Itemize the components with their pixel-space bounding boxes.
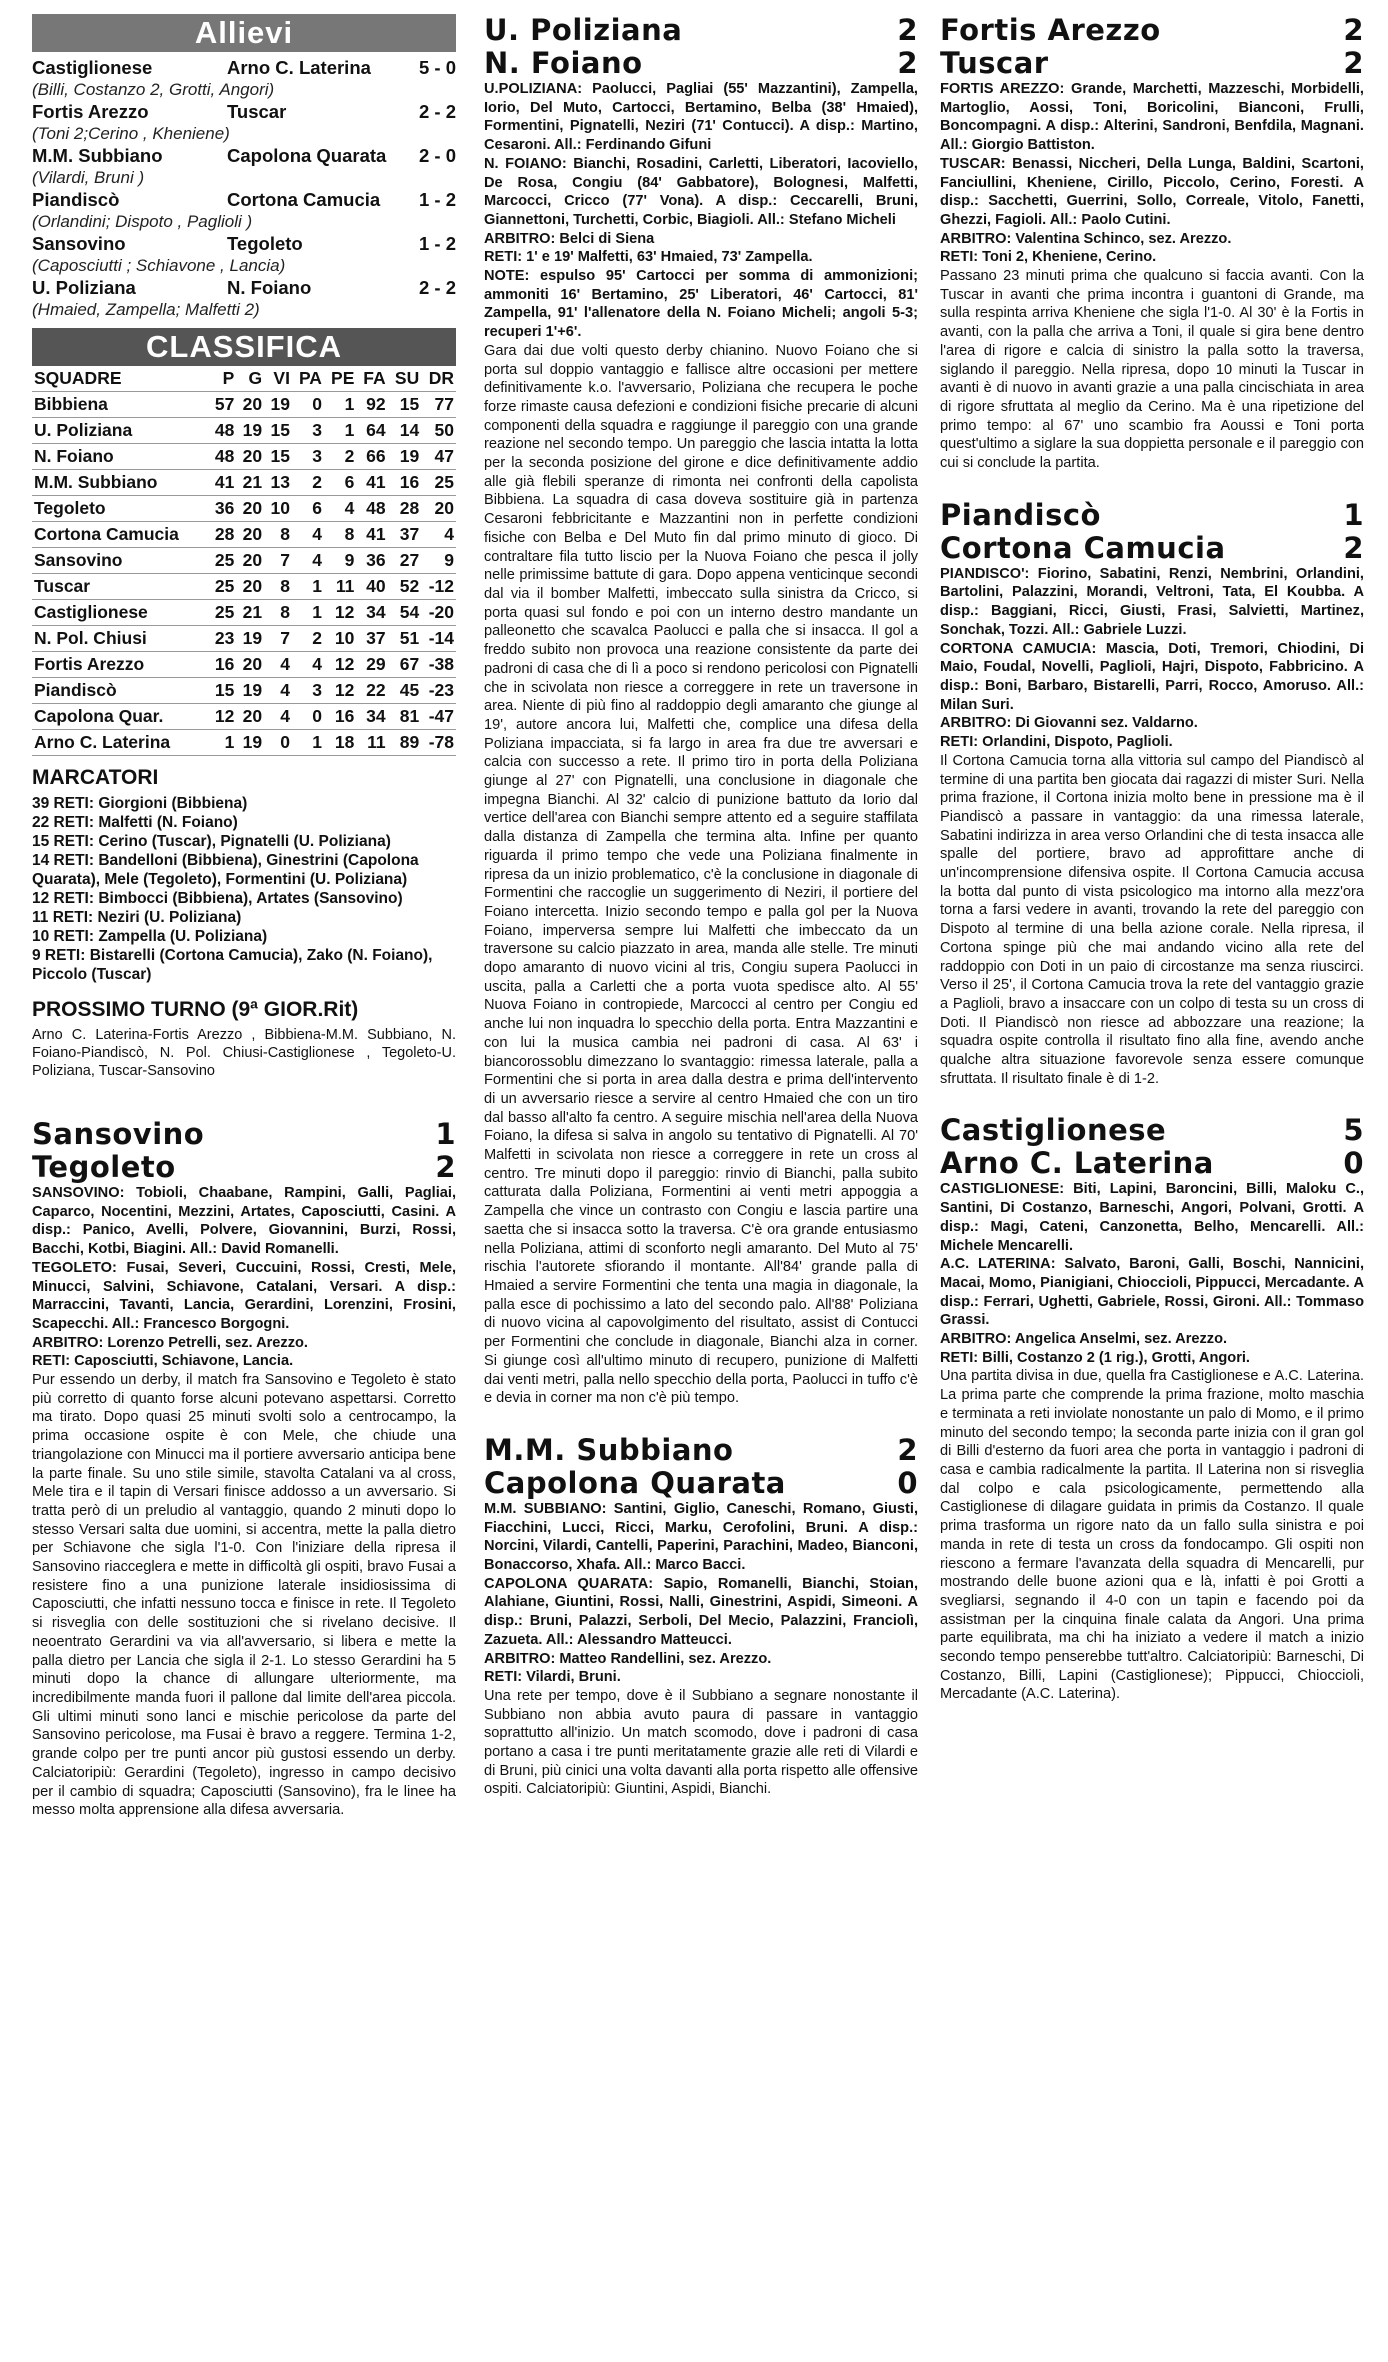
stat-cell: -20 (428, 602, 454, 622)
away-score: 0 (897, 1465, 918, 1500)
stat-cell: 9 (444, 550, 454, 570)
stat-cell: 0 (312, 706, 322, 726)
stat-cell: 41 (366, 472, 386, 492)
standings-row (32, 704, 456, 730)
stat-cell: 40 (366, 576, 386, 596)
stat-cell: 4 (344, 498, 355, 518)
stat-cell: 9 (344, 550, 355, 570)
stat-cell: 12 (334, 654, 355, 674)
stat-cell: 15 (270, 446, 290, 466)
stat-cell: -47 (428, 706, 454, 726)
away-team: Cortona Camucia (940, 530, 1226, 565)
allievi-header: Allievi (32, 14, 456, 52)
stat-cell: 36 (214, 498, 235, 518)
stat-cell: 0 (280, 732, 290, 752)
team-name: Piandiscò (34, 680, 117, 700)
result-home: M.M. Subbiano (32, 145, 163, 166)
match-subbiano (484, 1434, 918, 1799)
team-name: Tegoleto (34, 498, 106, 518)
stat-cell: 67 (399, 654, 420, 674)
stat-cell: 3 (312, 680, 322, 700)
standings-row (32, 600, 456, 626)
stat-cell: 16 (399, 472, 420, 492)
stat-cell: 37 (399, 524, 420, 544)
stat-cell: 29 (366, 654, 386, 674)
lineup-away: A.C. LATERINA: Salvato, Baroni, Galli, Boschi, Nannicini, Macai, Momo, Pianigiani, Chioccioli, Pippucci, Mercadante. A disp.: Ferrari, Ughetti, Gabriele, Rossi, Gironi. All.: Tommaso Grassi. (940, 1256, 1364, 1329)
result-score: 5 - 0 (418, 57, 456, 78)
stat-cell: 19 (242, 732, 263, 752)
standings-col-header: P (222, 368, 235, 388)
stat-cell: 20 (434, 498, 454, 518)
home-team: Castiglionese (940, 1113, 1167, 1148)
stat-cell: -14 (428, 628, 454, 648)
goals: RETI: Billi, Costanzo 2 (1 rig.), Grotti, Angori. (940, 1349, 1250, 1366)
match-piandisco (940, 499, 1364, 1089)
goals: RETI: Orlandini, Dispoto, Paglioli. (940, 734, 1173, 751)
scorer-line: 39 RETI: Giorgioni (Bibbiena) (32, 795, 248, 812)
marcatori-title: MARCATORI (32, 766, 159, 789)
standings-col-header: FA (363, 368, 386, 388)
stat-cell: 20 (242, 498, 263, 518)
home-score: 2 (1343, 13, 1364, 47)
away-team: Tuscar (940, 46, 1049, 80)
stat-cell: 8 (280, 576, 290, 596)
standings-row (32, 522, 456, 548)
match-away-row (484, 1467, 918, 1500)
stat-cell: 51 (399, 628, 420, 648)
match-report: Pur essendo un derby, il match fra Sansovino e Tegoleto è stato più corretto di quanto forse alcuni potevano aspettarsi. Corretto ma tirato. Dopo quasi 25 minuti svolti solo a centrocampo, la prima occasione ospite è con Mele, che chiude una triangolazione con Minucci ma il portiere avversario anticipa bene la parte finale. Su uno stile simile, stavolta Catalani va al cross, Mele tira e il tapin di Versari finisce addosso a un avversario. Si tratta però di un preludio al vantaggio, quando 2 minuti dopo lo stesso Versari salta due uomini, si accentra, mette la palla dietro per Schiavone che sigla l'1-0. Con l'iniziare della ripresa il Sansovino riacceglera e mette in difficoltà gli ospiti, bravo Fusai a resistere fino a una punizione laterale insidiosissima di Caposciutti, che infatti nessuno tocca e finisce in rete. Il Tegoleto si risveglia con delle sostituzioni che si rivelano decisive. Il neoentrato Gerardini va via all'avversario, si libera e mette la palla dietro per Lancia che sigla il 2-1. Lo stesso Gerardini ha 5 minuti dopo la chance di allungare ulteriormente, ma incredibilmente manda fuori il pallone dal limite dell'area piccola. Gli ultimi minuti sono lanci e mischie pericolose da parte del Sansovino pericolose, ma Fusai è bravo a reggere. Termina 1-2, grande colpo per tre punti ancor più gustosi essendo un derby. Calciatoripiù: Gerardini (Tegoleto), ingresso in campo decisivo per il cambio di squadra; Caposciutti (Sansovino), fra le linee ha messo molta apprensione alla difesa avversaria. (32, 1372, 456, 1819)
result-scorers: (Billi, Costanzo 2, Grotti, Angori) (32, 80, 275, 99)
stat-cell: 1 (224, 732, 235, 752)
lineup-home: PIANDISCO': Fiorino, Sabatini, Renzi, Nembrini, Orlandini, Bartolini, Palazzini, Morandi, Veltroni, Tata, El Koubba. A disp.: Baggiani, Ricci, Giusti, Frasi, Salvietti, Martinez, Sonchak, Tozzi. All.: Gabriele Luzzi. (940, 565, 1364, 638)
stat-cell: 81 (399, 706, 420, 726)
scorer-line: 15 RETI: Cerino (Tuscar), Pignatelli (U. Poliziana) (32, 833, 391, 850)
result-home: Fortis Arezzo (32, 101, 149, 122)
standings-row (32, 444, 456, 470)
team-name: Bibbiena (34, 394, 108, 414)
away-score: 2 (897, 46, 918, 80)
stat-cell: 7 (280, 628, 290, 648)
match-report: Una partita divisa in due, quella fra Castiglionese e A.C. Laterina. La prima parte che comprende la prima frazione, molto maschia e terminata a reti inviolate nonostante un palo di Momo, e il primo minuto del secondo tempo; la seconda parte inizia con il gran gol di Billi d'esterno da fuori area che porta in vantaggio i padroni di casa e cambia radicalmente la partita. Il Laterina non si risveglia dal colpo e cala psicologicamente, permettendo alla Castiglionese di dilagare guidata in primis da Costanzo. Il quale prima trasforma un rigore nato da un fallo sulla sinistra e poi manda in rete di testa un cross da fondocampo. Gli ospiti non riescono a fermare l'avanzata della squadra di Mencarelli, pur mostrando delle buone azioni qua e là, infatti è poi Grotti a svegliarsi, segnando il 4-0 con un tapin e facendo poi da assistman per la cinquina finale calata da Angori. Una prima parte equilibrata, ma chi ha iniziato a vedere il match a inizio secondo tempo penserebbe tutt'altro. Calciatoripiù: Barneschi, Di Costanzo, Billi, Lapini (Castiglionese); Pippucci, Chioccioli, Mercadante (A.C. Laterina). (940, 1368, 1364, 1703)
standings-col-header: PE (331, 368, 355, 388)
result-home: Castiglionese (32, 57, 153, 78)
stat-cell: 20 (242, 654, 263, 674)
stat-cell: 20 (242, 446, 263, 466)
lineup-home: FORTIS AREZZO: Grande, Marchetti, Mazzeschi, Morbidelli, Martoglio, Aossi, Toni, Boricolini, Bianconi, Frulli, Boncompagni. A disp.: Alterini, Sandroni, Benfdila, Magnani. All.: Giorgio Battiston. (940, 81, 1364, 154)
stat-cell: -78 (428, 732, 454, 752)
match-report: Una rete per tempo, dove è il Subbiano a segnare nonostante il Subbiano non abbia avuto paura di passare in vantaggio soprattutto all'inizio. Un match scomodo, dove i padroni di casa portano a casa i tre punti meritatamente grazie alle reti di Vilardi e di Bruni, più cinici una volta davanti alla porta rispetto alle offensive ospiti. Calciatoripiù: Giuntini, Aspidi, Bianchi. (484, 1687, 918, 1798)
stat-cell: 54 (399, 602, 420, 622)
stat-cell: 1 (344, 394, 355, 414)
standings-row (32, 392, 456, 418)
result-score: 1 - 2 (418, 189, 456, 210)
away-score: 0 (1343, 1146, 1364, 1181)
stat-cell: 16 (214, 654, 235, 674)
standings-row (32, 496, 456, 522)
standings-col-header: SQUADRE (34, 368, 122, 388)
stat-cell: 77 (434, 394, 454, 414)
team-name: U. Poliziana (34, 420, 133, 440)
stat-cell: 27 (399, 550, 420, 570)
result-scorers: (Vilardi, Bruni ) (32, 168, 145, 187)
scorer-line: 22 RETI: Malfetti (N. Foiano) (32, 814, 238, 831)
scorer-line: 12 RETI: Bimbocci (Bibbiena), Artates (Sansovino) (32, 890, 403, 907)
result-score: 1 - 2 (418, 233, 456, 254)
result-row (32, 56, 456, 79)
stat-cell: 6 (344, 472, 355, 492)
match-poliziana (484, 14, 918, 1408)
results-list (32, 56, 456, 320)
stat-cell: 20 (242, 394, 263, 414)
goals: RETI: 1' e 19' Malfetti, 63' Hmaied, 73' Zampella. (484, 249, 813, 266)
scorer-line: 14 RETI: Bandelloni (Bibbiena), Ginestrini (Capolona Quarata), Mele (Tegoleto), Formentini (U. Poliziana) (32, 852, 419, 888)
stat-cell: 16 (334, 706, 355, 726)
column-right (940, 14, 1364, 1704)
result-away: Arno C. Laterina (227, 57, 371, 78)
match-fortis (940, 14, 1364, 473)
result-scorers: (Hmaied, Zampella; Malfetti 2) (32, 300, 260, 319)
goals: RETI: Toni 2, Kheniene, Cerino. (940, 249, 1157, 266)
match-away-row (940, 1147, 1364, 1180)
stat-cell: 13 (270, 472, 290, 492)
stat-cell: 3 (312, 446, 322, 466)
standings-table (32, 366, 456, 756)
stat-cell: 66 (366, 446, 386, 466)
match-home-row (32, 1118, 456, 1151)
standings-row (32, 574, 456, 600)
match-report: Il Cortona Camucia torna alla vittoria sul campo del Piandiscò al termine di una partita ben giocata dai ragazzi di mister Suri. Nella prima frazione, il Cortona inizia molto bene in pressione ma è il Piandiscò a passare in vantaggio: da una rimessa laterale, Sabatini indirizza in area verso Orlandini che di testa insacca alle spalle del portiere, bravo ad approfittare anche di un'incomprensione difensiva ospite. Il Cortona Camucia accusa la botta dal punto di vista psicologico ma intorno alla mezz'ora torna a farsi vedere in avanti, trovando la rete del pareggio con Dispoto al termine di una bella azione corale. Nella ripresa, il Cortona spinge più che mai andando vicino alla rete del raddoppio con Doti in un paio di circostanze ma senza riuscirci. Verso il 25', il Cortona Camucia trova la rete del vantaggio grazie a Paglioli, bravo a insaccare con un colpo di testa su un cross di Doti. Il Piandiscò non riesce ad abbozzare una reazione; la squadra ospite controlla il risultato fino alla fine, avendo anche qualche altra situazione favorevole senza essere comunque sfruttata. Il risultato finale è di 1-2. (940, 752, 1364, 1087)
match-castiglionese (940, 1114, 1364, 1704)
stat-cell: 48 (366, 498, 386, 518)
stat-cell: 92 (366, 394, 386, 414)
result-away: Tegoleto (227, 233, 303, 254)
stat-cell: -38 (428, 654, 454, 674)
stat-cell: 10 (334, 628, 355, 648)
stat-cell: 25 (434, 472, 454, 492)
result-home: Piandiscò (32, 189, 120, 210)
away-score: 2 (1343, 46, 1364, 80)
stat-cell: 28 (214, 524, 235, 544)
away-team: Capolona Quarata (484, 1465, 786, 1500)
scorer-line: 9 RETI: Bistarelli (Cortona Camucia), Zako (N. Foiano), Piccolo (Tuscar) (32, 947, 433, 983)
home-team: M.M. Subbiano (484, 1432, 734, 1467)
result-scorers: (Orlandini; Dispoto , Paglioli ) (32, 212, 253, 231)
stat-cell: 18 (334, 732, 355, 752)
result-score: 2 - 0 (418, 145, 456, 166)
stat-cell: 20 (242, 524, 263, 544)
lineup-away: TEGOLETO: Fusai, Severi, Cuccuini, Rossi, Cresti, Mele, Minucci, Salvini, Schiavone, Catalani, Versari. A disp.: Marraccini, Tavanti, Lancia, Gerardini, Lorenzini, Frosini, Scapecchi. All.: Francesco Borgogni. (32, 1259, 456, 1332)
stat-cell: 15 (270, 420, 290, 440)
home-score: 2 (897, 13, 918, 47)
prossimo-turno-text: Arno C. Laterina-Fortis Arezzo , Bibbiena-M.M. Subbiano, N. Foiano-Piandiscò, N. Pol. Chiusi-Castiglionese , Tegoleto-U. Poliziana, Tuscar-Sansovino (32, 1027, 456, 1079)
result-home: Sansovino (32, 233, 126, 254)
stat-cell: 1 (312, 576, 322, 596)
result-row (32, 188, 456, 211)
stat-cell: 41 (214, 472, 235, 492)
match-home-row (940, 1114, 1364, 1147)
away-score: 2 (1343, 530, 1364, 565)
scorer-line: 10 RETI: Zampella (U. Poliziana) (32, 928, 268, 945)
home-score: 2 (897, 1432, 918, 1467)
home-score: 1 (1343, 497, 1364, 532)
match-away-row (484, 47, 918, 80)
result-score: 2 - 2 (418, 277, 456, 298)
match-home-row (484, 14, 918, 47)
result-score: 2 - 2 (418, 101, 456, 122)
stat-cell: 12 (334, 602, 355, 622)
standings-row (32, 730, 456, 756)
referee: ARBITRO: Belci di Siena (484, 230, 655, 247)
stat-cell: 1 (344, 420, 355, 440)
stat-cell: 47 (434, 446, 454, 466)
standings-header-row (32, 366, 456, 392)
team-name: Tuscar (34, 576, 91, 596)
home-team: Sansovino (32, 1117, 205, 1151)
team-name: Arno C. Laterina (34, 732, 171, 752)
stat-cell: 2 (312, 472, 322, 492)
stat-cell: 4 (280, 680, 290, 700)
stat-cell: 48 (214, 446, 235, 466)
column-middle (484, 14, 918, 1799)
result-away: Cortona Camucia (227, 189, 381, 210)
stat-cell: 20 (242, 550, 263, 570)
lineup-home: M.M. SUBBIANO: Santini, Giglio, Caneschi, Romano, Giusti, Fiacchini, Lucci, Ricci, Marku, Cerofolini, Bruni. A disp.: Norcini, Vilardi, Cantelli, Paperini, Parachini, Madeo, Bianconi, Bonaccorso, Xhafa. All.: Marco Bacci. (484, 1500, 918, 1574)
lineup-home: U.POLIZIANA: Paolucci, Pagliai (55' Mazzantini), Zampella, Iorio, Del Muto, Cartocci, Bertamino, Belba (38' Hmaied), Formentini, Pignatelli, Neziri (71' Contucci). A disp.: Martino, Cesaroni. All.: Ferdinando Gifuni (484, 81, 918, 154)
stat-cell: 1 (312, 602, 322, 622)
stat-cell: 12 (214, 706, 235, 726)
stat-cell: 10 (270, 498, 290, 518)
home-team: Fortis Arezzo (940, 13, 1161, 47)
referee: ARBITRO: Matteo Randellini, sez. Arezzo. (484, 1650, 772, 1667)
stat-cell: 14 (399, 420, 420, 440)
team-name: Capolona Quar. (34, 706, 164, 726)
stat-cell: 21 (242, 472, 263, 492)
stat-cell: -23 (428, 680, 454, 700)
team-name: M.M. Subbiano (34, 472, 158, 492)
stat-cell: 19 (242, 680, 263, 700)
stat-cell: 15 (399, 394, 420, 414)
stat-cell: 37 (366, 628, 386, 648)
stat-cell: 19 (399, 446, 420, 466)
team-name: Sansovino (34, 550, 123, 570)
home-score: 5 (1343, 1113, 1364, 1148)
stat-cell: 4 (312, 524, 322, 544)
team-name: Fortis Arezzo (34, 654, 145, 674)
stat-cell: 8 (280, 602, 290, 622)
stat-cell: 20 (242, 706, 263, 726)
match-away-row (940, 532, 1364, 565)
stat-cell: 8 (344, 524, 355, 544)
away-score: 2 (435, 1150, 456, 1184)
result-row (32, 276, 456, 299)
stat-cell: 11 (367, 732, 386, 752)
stat-cell: 64 (366, 420, 386, 440)
stat-cell: 8 (280, 524, 290, 544)
scorers-list (32, 794, 456, 984)
stat-cell: 19 (242, 628, 263, 648)
home-team: Piandiscò (940, 497, 1101, 532)
standings-col-header: G (248, 368, 263, 388)
stat-cell: 23 (214, 628, 235, 648)
result-row (32, 100, 456, 123)
away-team: Tegoleto (32, 1150, 176, 1184)
result-scorers: (Toni 2;Cerino , Kheniene) (32, 124, 230, 143)
stat-cell: 20 (242, 576, 263, 596)
lineup-away: CAPOLONA QUARATA: Sapio, Romanelli, Bianchi, Stoian, Alahiane, Giuntini, Rossi, Nalli, Ginestrini, Aspidi, Simeoni. A disp.: Bruni, Palazzi, Serboli, Del Mecio, Palazzini, Franciolì, Zazueta. All.: Alessandro Matteucci. (484, 1575, 918, 1648)
stat-cell: 19 (270, 394, 290, 414)
result-row (32, 232, 456, 255)
scorer-line: 11 RETI: Neziri (U. Poliziana) (32, 909, 242, 926)
standings-row (32, 626, 456, 652)
stat-cell: 50 (434, 420, 454, 440)
match-sansovino (32, 1118, 456, 1820)
stat-cell: 48 (214, 420, 235, 440)
standings-row (32, 548, 456, 574)
result-away: Capolona Quarata (227, 145, 387, 166)
result-row (32, 144, 456, 167)
goals: RETI: Vilardi, Bruni. (484, 1669, 621, 1686)
stat-cell: 45 (399, 680, 420, 700)
lineup-home: SANSOVINO: Tobioli, Chaabane, Rampini, Galli, Pagliai, Caparco, Nocentini, Mezzini, Artates, Caposciutti, Casini. A disp.: Panico, Avelli, Polvere, Giovannini, Burzi, Rossi, Bacchi, Kotbi, Biagini. All.: David Romanelli. (32, 1185, 456, 1258)
standings-row (32, 678, 456, 704)
stat-cell: 12 (334, 680, 355, 700)
match-home-row (940, 499, 1364, 532)
stat-cell: 21 (242, 602, 263, 622)
standings-row (32, 652, 456, 678)
match-home-row (484, 1434, 918, 1467)
stat-cell: 34 (366, 706, 386, 726)
notes: NOTE: espulso 95' Cartocci per somma di ammonizioni; ammoniti 16' Bertamino, 25' Liberatori, 46' Cartocci, 81' Zampella, 91' l'allenatore della N. Foiano Micheli; angoli 5-3; recuperi 1'+6'. (484, 268, 918, 341)
stat-cell: 25 (214, 576, 235, 596)
stat-cell: 28 (399, 498, 420, 518)
stat-cell: 1 (312, 732, 322, 752)
result-home: U. Poliziana (32, 277, 136, 298)
result-away: N. Foiano (227, 277, 312, 298)
referee: ARBITRO: Angelica Anselmi, sez. Arezzo. (940, 1331, 1228, 1348)
standings-row (32, 418, 456, 444)
result-away: Tuscar (227, 101, 287, 122)
stat-cell: -12 (428, 576, 454, 596)
standings-row (32, 470, 456, 496)
standings-col-header: DR (428, 368, 454, 388)
lineup-home: CASTIGLIONESE: Biti, Lapini, Baroncini, Billi, Maloku C., Santini, Di Costanzo, Barneschi, Angori, Polvani, Grotti. A disp.: Magi, Cateni, Canzonetta, Belho, Mencarelli. All.: Michele Mencarelli. (940, 1181, 1364, 1254)
stat-cell: 52 (399, 576, 420, 596)
stat-cell: 41 (366, 524, 386, 544)
stat-cell: 22 (366, 680, 386, 700)
stat-cell: 36 (366, 550, 386, 570)
stat-cell: 7 (280, 550, 290, 570)
stat-cell: 34 (366, 602, 386, 622)
home-score: 1 (435, 1117, 456, 1151)
stat-cell: 4 (312, 550, 322, 570)
match-away-row (940, 47, 1364, 80)
column-left (32, 14, 456, 1820)
stat-cell: 6 (312, 498, 322, 518)
match-report: Gara dai due volti questo derby chianino. Nuovo Foiano che si porta sul doppio vantaggio e fallisce altre occasioni per mettere definitivamente k.o. l'avversario, Poliziana che recupera le poche forze rimaste causa defezioni e condizioni fisiche precarie di alcuni componenti della squadra e raggiunge il pareggio con una grande reazione nel secondo tempo. Un pareggio che lascia intatta la lotta per la seconda posizione del girone e dice definitivamente addio alle già flebili speranze di rimonta nei confronti della capolista Bibbiena. La squadra di casa doveva sostituire già in partenza Cesaroni febbricitante e Mazzantini non in perfette condizioni fisiche con Belba e Del Muto fin dal primo minuto di gioco. Di contraltare fila tutto liscio per la Nuova Foiano che pesca il jolly nelle primissime battute di gara. Dopo appena venticinque secondi dal via il bomber Malfetti, imbeccato sulla sinistra da Cricco, si porta quasi sul fondo e poi con un interno destro mandante un palleonetto che scavalca Paolucci e palla che si insacca. Il gol a freddo subito non provoca una reazione consistente da parte dei padroni di casa che di lì a poco si rendono pericolosi con Pignatelli che in scivolata non riesce a correggere in rete un traversone in area. Niente di più fino al raddoppio degli amaranto che giunge al 19', autore ancora lui, Malfetti che, complice una difesa della Poliziana impacciata, si fa largo in area fra due tre avversari e calcia con successo a rete. Il primo tiro in porta della Poliziana giunge al 27' con Pignatelli, una conclusione in diagonale che impegna Bianchi. Al 32' calcio di punizione battuto da Iorio dal vertice dell'area con Bianchi sempre attento ed a seguire staffilata dalla distanza di Zampella che termina alta. Infine per quanto riguarda il primo tempo che vede una Poliziana finalmente in ripresa da un inizio problematico, c'è la conclusione in diagonale di Formentini che raccoglie un suggerimento di Neziri, il portiere del Foiano intercetta. Inizio secondo tempo e palla gol per la Nuova Foiano, imperversa sempre lui Malfetti che imbeccato da un traversone su calcio piazzato in area, manda alle stelle. Tre minuti dopo amaranto di nuovo vicini al tris, Congiu supera Paolucci in uscita, palla a Carletti che a porta vuota spedisce alto. Al 55' Nuova Foiano in contropiede, Marcocci al centro per Congiu ed anche lui non inquadra lo specchio della porta. Entra Mazzantini e con lui la musica cambia nei padroni di casa. Al 63' i biancorossoblu dimezzano lo svantaggio: rimessa laterale, palla a Formentini che si porta in area dalla destra e prima dell'intervento di un avversario riesce a servire al centro Hmaied che con un tiro dal basso all'alto fa centro. A seguire mischia nell'area della Nuova Foiano, la difesa si salva in angolo su tentativo di Pignatelli. Al 70' Malfetti in scivolata non riesce a correggere in rete un cross al centro. Tre minuti dopo il pareggio: rinvio di Bianchi, palla subito catturata dalla Poliziana, Formentini ai venti metri appoggia a Zampella che vince un contrasto con Congiu e lascia partire una saetta che si insacca sotto la traversa. C'è ora grande entusiasmo nella Poliziana, attimi di sconforto negli amaranto. Del Muto al 75' rischia l'autorete sfiorando il montante. All'84' grande palla di Hmaied a servire Formentini che tenta una magia in diagonale, la palla esce di pochissimo a lato del secondo palo. All'88' Poliziana di nuovo vicina al capovolgimento del risultato, assist di Contucci per Formentini che conclude in diagonale, Bianchi alza in corner. Si giunge così all'ultimo minuto di recupero, punizione di Malfetti dai venti metri, palla nello specchio della porta, Paolucci in tuffo c'è e devia in corner ma non c'è più tempo. (484, 342, 918, 1407)
stat-cell: 2 (312, 628, 322, 648)
prossimo-turno-title: PROSSIMO TURNO (9ª GIOR.Rit) (32, 998, 359, 1021)
stat-cell: 4 (444, 524, 454, 544)
team-name: N. Foiano (34, 446, 114, 466)
match-away-row (32, 1151, 456, 1184)
away-team: Arno C. Laterina (940, 1146, 1214, 1181)
stat-cell: 19 (242, 420, 263, 440)
home-team: U. Poliziana (484, 13, 683, 47)
team-name: N. Pol. Chiusi (34, 628, 147, 648)
standings-col-header: PA (298, 368, 322, 388)
standings-col-header: VI (273, 368, 290, 388)
referee: ARBITRO: Lorenzo Petrelli, sez. Arezzo. (32, 1334, 308, 1351)
result-scorers: (Caposciutti ; Schiavone , Lancia) (32, 256, 286, 275)
lineup-away: TUSCAR: Benassi, Niccheri, Della Lunga, Baldini, Scartoni, Fanciullini, Kheniene, Cirillo, Piccolo, Cerino, Foresti. A disp.: Sacchetti, Guerrini, Sollo, Correale, Vitolo, Fanetti, Ghezzi, Fagioli. All.: Paolo Cutini. (940, 155, 1364, 228)
team-name: Cortona Camucia (34, 524, 179, 544)
stat-cell: 15 (214, 680, 235, 700)
stat-cell: 57 (214, 394, 235, 414)
stat-cell: 25 (214, 602, 235, 622)
stat-cell: 2 (344, 446, 355, 466)
referee: ARBITRO: Di Giovanni sez. Valdarno. (940, 715, 1198, 732)
lineup-away: N. FOIANO: Bianchi, Rosadini, Carletti, Liberatori, Iacoviello, De Rosa, Congiu (84' Gabbatore), Bolognesi, Malfetti, Marcocci, Cricco (77' Vona). A disp.: Ceccarelli, Bruni, Giannettoni, Turchetti, Corbic, Biagioli. All.: Stefano Micheli (484, 155, 918, 228)
team-name: Castiglionese (34, 602, 148, 622)
standings-col-header: SU (394, 368, 420, 388)
goals: RETI: Caposciutti, Schiavone, Lancia. (32, 1353, 294, 1370)
stat-cell: 4 (280, 654, 290, 674)
classifica-header: CLASSIFICA (32, 328, 456, 366)
stat-cell: 89 (399, 732, 420, 752)
away-team: N. Foiano (484, 46, 643, 80)
stat-cell: 3 (312, 420, 322, 440)
stat-cell: 0 (312, 394, 322, 414)
stat-cell: 11 (335, 576, 355, 596)
lineup-away: CORTONA CAMUCIA: Mascia, Doti, Tremori, Chiodini, Di Maio, Foudal, Novelli, Paglioli, Hajri, Dispoto, Fabbricino. A disp.: Boni, Barbaro, Bistarelli, Parri, Rocco, Amoruso. All.: Milan Suri. (940, 640, 1364, 713)
referee: ARBITRO: Valentina Schinco, sez. Arezzo. (940, 230, 1232, 247)
stat-cell: 4 (280, 706, 290, 726)
match-home-row (940, 14, 1364, 47)
match-report: Passano 23 minuti prima che qualcuno si faccia avanti. Con la Tuscar in avanti che prima incontra i guantoni di Grande, ma sulla respinta arriva Kheniene che sigla l'1-0. Al 30' è la Fortis in avanti, con la palla che arriva a Toni, il quale si gira bene dentro l'area di rigore e calcia di sinistro la palla sotto la traversa, siglando il pareggio. Nella ripresa, dopo 10 minuti la Tuscar in avanti è di nuovo in avanti grazie a una palla cincischiata in area di rigore sfruttata al meglio da Cerino. Ma è una ripetizione del primo tempo: al 67' uno scambio fra Aoussi e Toni porta quest'ultimo a siglare la sua doppietta personale e il pareggio con cui si conclude la partita. (940, 268, 1364, 472)
stat-cell: 25 (214, 550, 235, 570)
stat-cell: 4 (312, 654, 322, 674)
